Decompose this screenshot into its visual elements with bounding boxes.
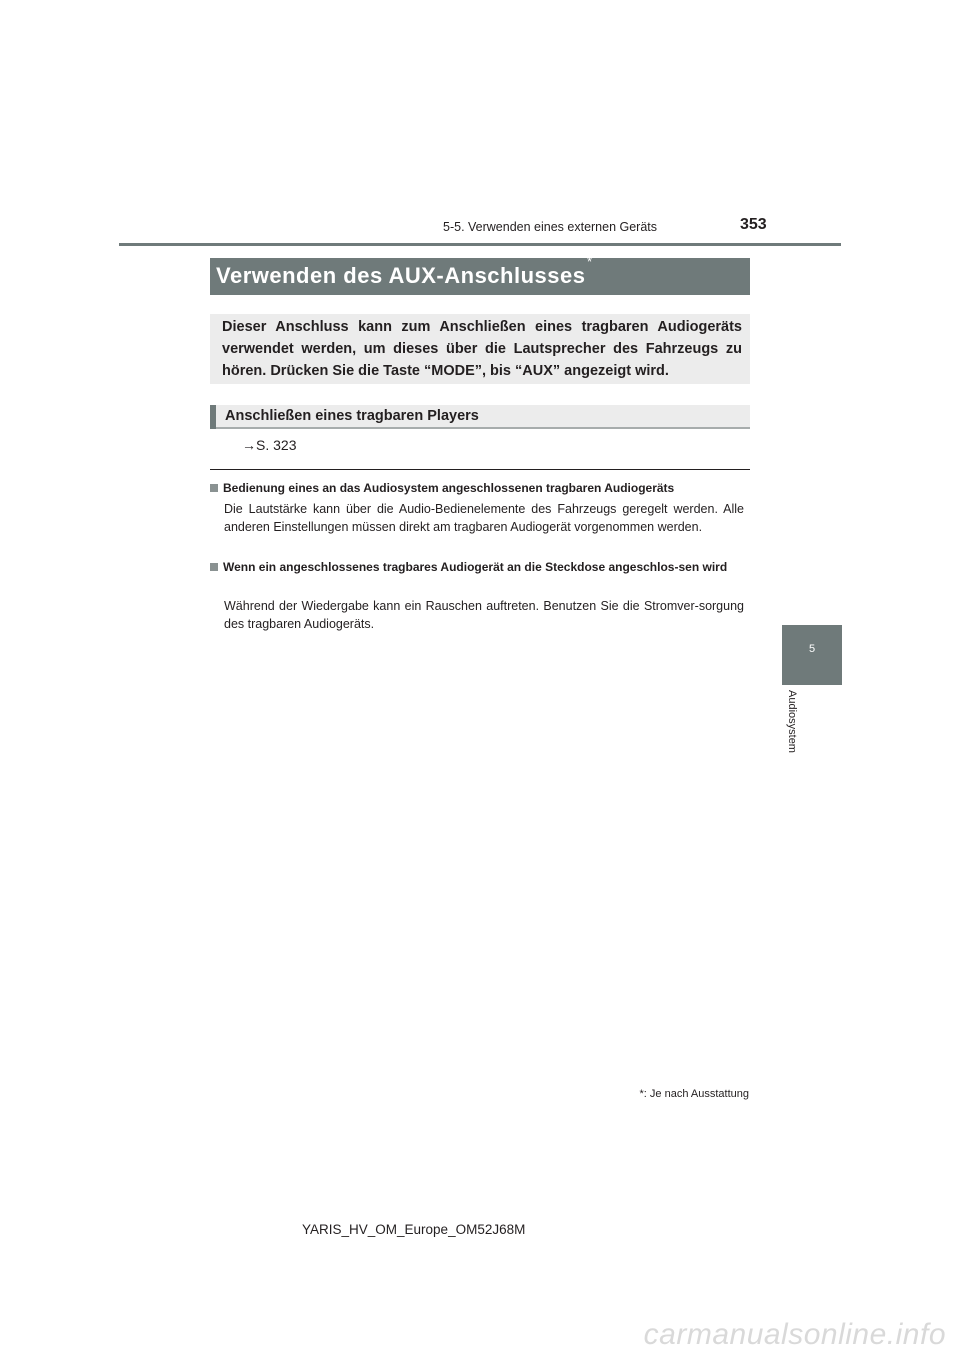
watermark: carmanualsonline.info: [643, 1318, 946, 1351]
header-rule: [119, 243, 841, 246]
document-id: YARIS_HV_OM_Europe_OM52J68M: [302, 1222, 526, 1237]
subsection-heading-text: Anschließen eines tragbaren Players: [225, 408, 479, 424]
subsection-heading: [210, 405, 750, 429]
bullet-square-icon: [210, 484, 218, 492]
divider: [210, 469, 750, 470]
page-title: Verwenden des AUX-Anschlusses: [216, 263, 586, 288]
title-bar: [210, 254, 750, 295]
section-header: 5-5. Verwenden eines externen Geräts: [443, 220, 658, 234]
note-body-1: Die Lautstärke kann über die Audio-Bedienelemente des Fahrzeugs geregelt werden. Alle anderen Einstellungen müssen direkt am tragbaren Audiogerät vorgenommen werden.: [224, 502, 744, 534]
footnote: *: Je nach Ausstattung: [639, 1088, 749, 1100]
note-heading-2-text: Wenn ein angeschlossenes tragbares Audiogerät an die Steckdose angeschlos-sen wird: [223, 560, 728, 574]
page-number: 353: [740, 216, 767, 233]
chapter-number: 5: [808, 643, 816, 655]
note-heading-1: [210, 480, 750, 497]
intro-box: [210, 314, 750, 384]
chapter-label-wrap: [784, 690, 804, 770]
bullet-square-icon: [210, 563, 218, 571]
subsection-bar: [210, 405, 216, 429]
note-body-2: Während der Wiedergabe kann ein Rauschen auftreten. Benutzen Sie die Stromver-sorgung des tragbaren Audiogeräts.: [224, 599, 744, 631]
note-heading-1-text: Bedienung eines an das Audiosystem angeschlossenen tragbaren Audiogeräts: [223, 481, 675, 495]
chapter-label: Audiosystem: [786, 690, 798, 753]
chapter-tab[interactable]: [782, 625, 842, 685]
note-heading-2: [210, 559, 750, 576]
title-marker: *: [587, 254, 593, 269]
page-reference-link[interactable]: →S. 323: [242, 437, 297, 453]
intro-text: Dieser Anschluss kann zum Anschließen eines tragbaren Audiogeräts verwendet werden, um dieses über die Lautsprecher des Fahrzeugs zu hören. Drücken Sie die Taste “MODE”, bis “AUX” angezeigt wird.: [222, 319, 742, 379]
